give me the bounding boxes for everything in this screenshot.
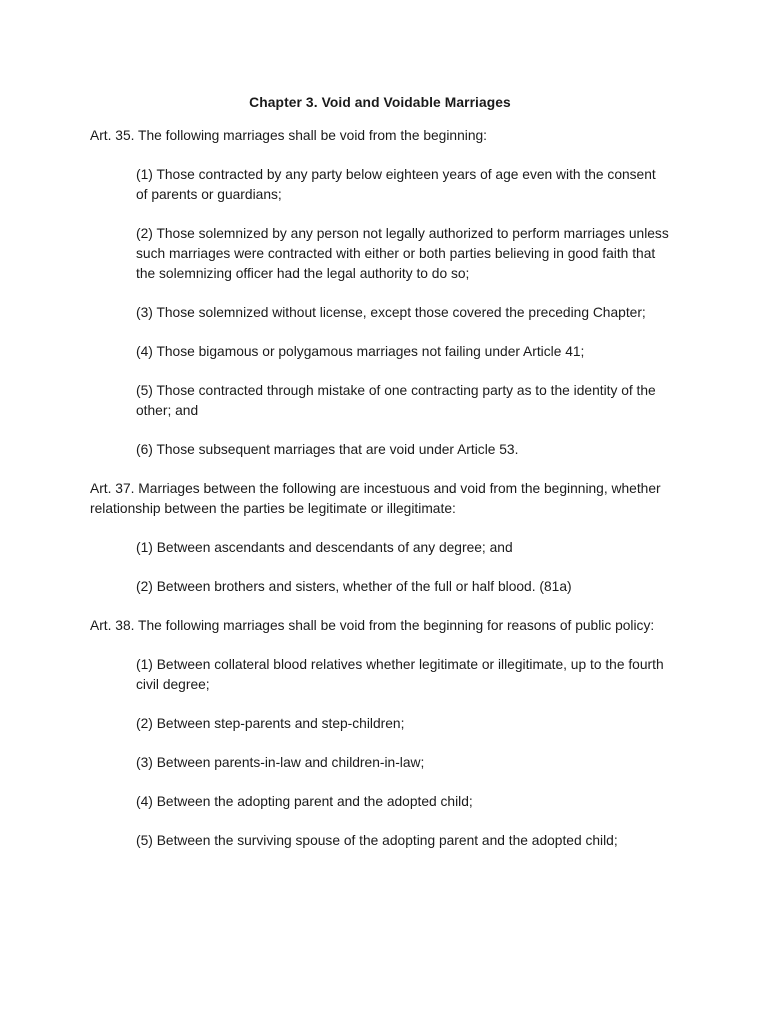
article-37-item: (1) Between ascendants and descendants of any degree; and [136, 540, 513, 555]
article-38-heading: Art. 38. The following marriages shall be void from the beginning for reasons of public policy: [90, 618, 655, 633]
article-35-item: (2) Those solemnized by any person not legally authorized to perform marriages unless such marriages were contracted with either or both parties believing in good faith that the solemnizing officer had the legal authority to do so; [136, 226, 669, 281]
article-37-item: (2) Between brothers and sisters, whether of the full or half blood. (81a) [136, 579, 572, 594]
article-35-item: (6) Those subsequent marriages that are void under Article 53. [136, 442, 519, 457]
article-35-item: (1) Those contracted by any party below eighteen years of age even with the consent of parents or guardians; [136, 167, 656, 202]
article-38-item: (1) Between collateral blood relatives whether legitimate or illegitimate, up to the fourth civil degree; [136, 657, 664, 692]
article-38-item: (2) Between step-parents and step-children; [136, 716, 405, 731]
article-35-item: (5) Those contracted through mistake of one contracting party as to the identity of the other; and [136, 383, 656, 418]
article-38-item: (3) Between parents-in-law and children-in-law; [136, 755, 425, 770]
document-page [90, 93, 670, 870]
article-35-heading: Art. 35. The following marriages shall be void from the beginning: [90, 128, 488, 143]
article-38-item: (5) Between the surviving spouse of the adopting parent and the adopted child; [136, 833, 618, 848]
article-35-item: (4) Those bigamous or polygamous marriages not failing under Article 41; [136, 344, 585, 359]
article-38-item: (4) Between the adopting parent and the adopted child; [136, 794, 473, 809]
chapter-title: Chapter 3. Void and Voidable Marriages [249, 95, 511, 110]
article-35-item: (3) Those solemnized without license, except those covered the preceding Chapter; [136, 305, 646, 320]
article-37-heading: Art. 37. Marriages between the following are incestuous and void from the beginning, whether relationship between the parties be legitimate or illegitimate: [90, 481, 661, 516]
